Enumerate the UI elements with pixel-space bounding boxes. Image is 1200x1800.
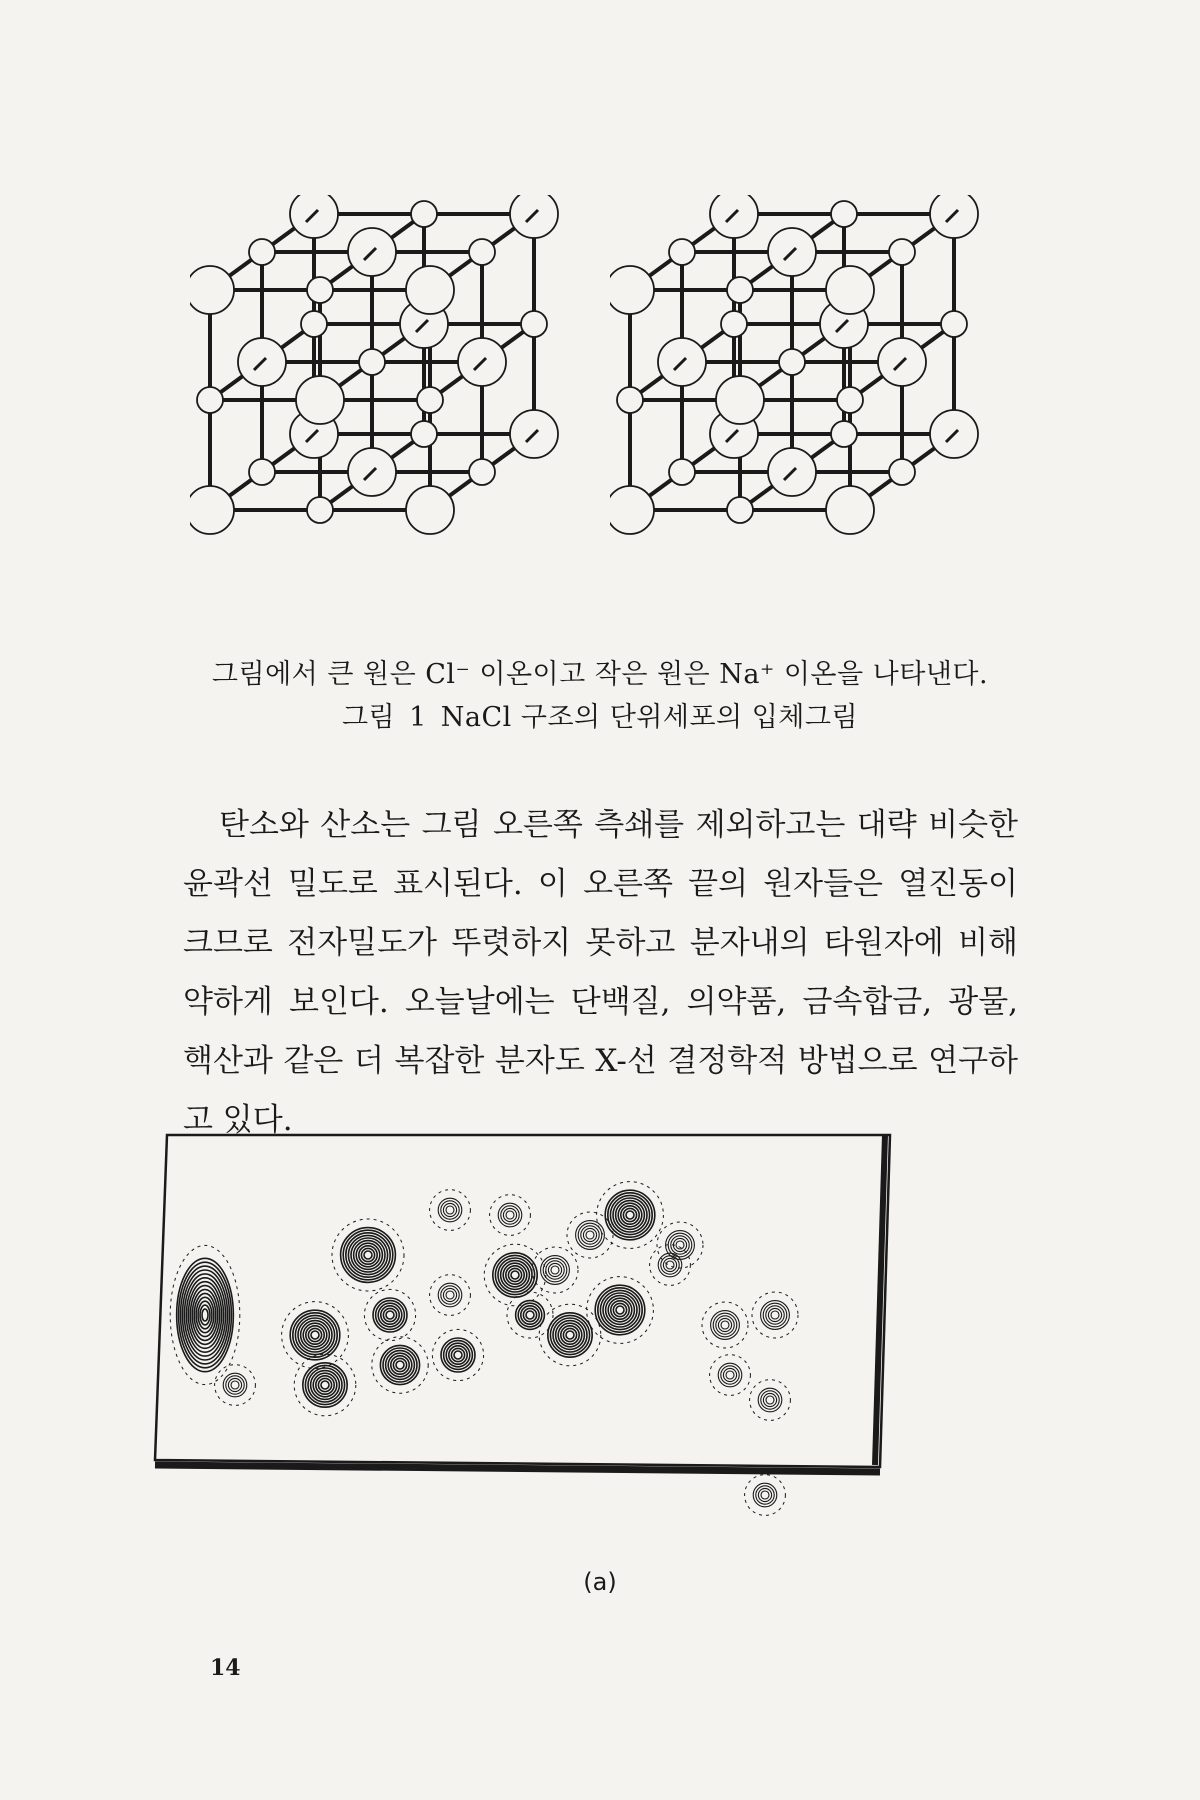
contour-ring (354, 1241, 383, 1270)
contour-ring (723, 1368, 736, 1381)
contour-ring (586, 1231, 594, 1239)
contour-ring (556, 1321, 585, 1350)
cl-ion-large-circle (190, 486, 234, 534)
na-ion-small-circle (417, 387, 443, 413)
contour-ring (443, 1203, 456, 1216)
contour-ring (311, 1371, 340, 1400)
cl-ion-large-circle (710, 195, 758, 238)
na-ion-small-circle (889, 239, 915, 265)
contour-ring (223, 1373, 247, 1397)
na-ion-small-circle (669, 239, 695, 265)
na-ion-small-circle (617, 387, 643, 413)
contour-ring (503, 1263, 527, 1287)
contour-ring (356, 1243, 380, 1267)
atom-contour (507, 1292, 553, 1338)
cl-ion-large-circle (826, 266, 874, 314)
contour-dashed (752, 1292, 798, 1338)
atom-contour (364, 1289, 415, 1340)
map-right-edge (875, 1135, 885, 1465)
atom-contour (532, 1247, 578, 1293)
na-ion-small-circle (727, 497, 753, 523)
atom-contour (430, 1190, 471, 1231)
contour-ring (718, 1318, 731, 1331)
contour-ring (346, 1233, 390, 1277)
na-ion-small-circle (197, 387, 223, 413)
atom-contour (215, 1365, 256, 1406)
na-ion-small-circle (889, 459, 915, 485)
contour-dashed (532, 1247, 578, 1293)
contour-ring (676, 1241, 684, 1249)
contour-ring (501, 1261, 530, 1290)
contour-dashed (215, 1365, 256, 1406)
na-ion-small-circle (779, 349, 805, 375)
atom-contour (657, 1222, 703, 1268)
atom-contour (372, 1337, 428, 1393)
contour-ring (438, 1198, 462, 1222)
contour-ring (598, 1288, 642, 1332)
contour-ring (388, 1353, 412, 1377)
contour-ring (313, 1373, 337, 1397)
atom-contour (430, 1275, 471, 1316)
cl-ion-large-circle (290, 195, 338, 238)
contour-ring (438, 1283, 462, 1307)
contour-dashed (710, 1355, 751, 1396)
contour-ring (551, 1266, 559, 1274)
contour-dashed (430, 1275, 471, 1316)
contour-ring (548, 1263, 561, 1276)
contour-ring (446, 1343, 470, 1367)
na-ion-small-circle (521, 311, 547, 337)
contour-ring (606, 1296, 635, 1325)
contour-dashed (364, 1289, 415, 1340)
atom-contour (752, 1292, 798, 1338)
contour-ring (616, 1201, 645, 1230)
figure-caption (0, 695, 1200, 734)
contour-ring (666, 1231, 695, 1260)
atom-contour (170, 1245, 240, 1384)
contour-ring (506, 1211, 514, 1219)
contour-ring (454, 1351, 462, 1359)
contour-ring (493, 1253, 537, 1297)
na-ion-small-circle (249, 239, 275, 265)
contour-ring (718, 1363, 742, 1387)
contour-ring (303, 1363, 347, 1407)
atom-contour (484, 1244, 546, 1306)
contour-ring (446, 1206, 454, 1214)
cl-ion-large-circle (610, 486, 654, 534)
cl-ion-large-circle (296, 376, 344, 424)
contour-ring (311, 1331, 319, 1339)
cl-ion-large-circle (826, 486, 874, 534)
na-ion-small-circle (411, 201, 437, 227)
body-paragraph: 탄소와 산소는 그림 오른쪽 측쇄를 제외하고는 대략 비슷한 윤곽선 밀도로 표시된다. 이 오른쪽 끝의 원자들은 열진동이 크므로 전자밀도가 뚜렷하지 못하고 분자내의 타원자에 비해 약하게 보인다. 오늘날에는 단백질, 의약품, 금속합금, 광물, 핵산과 같은 더 복잡한 분자도 X-선 결정학적 방법으로 연구하고 있다. (183, 807, 1018, 1138)
contour-dashed (430, 1190, 471, 1231)
contour-ring (658, 1253, 682, 1277)
page-number: 14 (210, 1655, 241, 1681)
contour-dashed (587, 1277, 654, 1344)
contour-ring (583, 1228, 596, 1241)
contour-ring (364, 1251, 372, 1259)
na-ion-small-circle (831, 201, 857, 227)
na-ion-small-circle (307, 497, 333, 523)
contour-dashed (745, 1475, 786, 1516)
na-ion-small-circle (721, 311, 747, 337)
contour-ring (608, 1298, 632, 1322)
contour-ring (768, 1308, 781, 1321)
contour-ring (188, 1282, 221, 1349)
contour-ring (726, 1371, 734, 1379)
contour-ring (376, 1301, 405, 1330)
atom-contour (702, 1302, 748, 1348)
contour-dashed (507, 1292, 553, 1338)
figure-label: (a) (583, 1568, 617, 1596)
cl-ion-large-circle (610, 266, 654, 314)
atom-contour (750, 1380, 791, 1421)
contour-ring (498, 1203, 522, 1227)
contour-ring (396, 1361, 404, 1369)
cl-ion-large-circle (406, 266, 454, 314)
contour-dashed (597, 1182, 664, 1249)
contour-ring (202, 1309, 208, 1321)
contour-ring (511, 1271, 519, 1279)
electron-density-map (150, 1115, 1030, 1545)
contour-ring (548, 1313, 592, 1357)
cl-ion-large-circle (190, 266, 234, 314)
contour-ring (526, 1311, 534, 1319)
contour-ring (378, 1303, 402, 1327)
contour-ring (713, 1313, 737, 1337)
contour-ring (711, 1311, 740, 1340)
atom-contour (332, 1219, 404, 1291)
atom-contour (490, 1195, 531, 1236)
figure-caption-number: 1 (409, 702, 427, 733)
contour-ring (303, 1323, 327, 1347)
contour-ring (503, 1208, 516, 1221)
contour-dashed (657, 1222, 703, 1268)
na-ion-small-circle (831, 421, 857, 447)
contour-ring (293, 1313, 337, 1357)
na-ion-small-circle (249, 459, 275, 485)
contour-dashed (702, 1302, 748, 1348)
contour-dashed (432, 1329, 483, 1380)
nacl-unit-cell-figure (190, 195, 1050, 635)
contour-ring (753, 1483, 777, 1507)
figure-caption-label: 그림 (341, 702, 396, 733)
contour-ring (761, 1301, 790, 1330)
contour-ring (758, 1388, 782, 1412)
contour-ring (443, 1288, 456, 1301)
atom-contour (282, 1302, 349, 1369)
na-ion-small-circle (727, 277, 753, 303)
na-ion-small-circle (359, 349, 385, 375)
contour-ring (566, 1331, 574, 1339)
cl-ion-large-circle (716, 376, 764, 424)
na-ion-small-circle (469, 239, 495, 265)
na-ion-small-circle (307, 277, 333, 303)
contour-ring (666, 1261, 674, 1269)
contour-ring (516, 1301, 545, 1330)
contour-ring (543, 1258, 567, 1282)
contour-ring (301, 1321, 330, 1350)
cl-ion-large-circle (510, 195, 558, 238)
contour-ring (228, 1378, 241, 1391)
contour-ring (763, 1393, 776, 1406)
atom-contour (432, 1329, 483, 1380)
contour-ring (626, 1211, 634, 1219)
contour-ring (183, 1270, 228, 1360)
na-ion-small-circle (301, 311, 327, 337)
cl-ion-large-circle (930, 195, 978, 238)
contour-ring (446, 1291, 454, 1299)
contour-ring (618, 1203, 642, 1227)
contour-dashed (282, 1302, 349, 1369)
atom-contour (294, 1354, 356, 1416)
contour-dashed (750, 1380, 791, 1421)
body-text (183, 796, 1018, 1150)
electron-density-contour-plot (150, 1115, 1030, 1545)
na-ion-small-circle (669, 459, 695, 485)
figure-caption-text: NaCl 구조의 단위세포의 입체그림 (440, 702, 859, 733)
contour-ring (763, 1303, 787, 1327)
na-ion-small-circle (411, 421, 437, 447)
contour-ring (766, 1396, 774, 1404)
nacl-cube-left (190, 195, 610, 635)
na-ion-small-circle (941, 311, 967, 337)
atom-contour (539, 1304, 601, 1366)
contour-ring (541, 1256, 570, 1285)
contour-ring (771, 1311, 779, 1319)
contour-ring (758, 1488, 771, 1501)
contour-ring (558, 1323, 582, 1347)
atom-contour (710, 1355, 751, 1396)
contour-ring (321, 1381, 329, 1389)
na-ion-small-circle (469, 459, 495, 485)
nacl-cube-right (610, 195, 1030, 635)
contour-dashed (490, 1195, 531, 1236)
atom-contour (587, 1277, 654, 1344)
contour-ring (608, 1193, 652, 1237)
contour-ring (386, 1311, 394, 1319)
contour-ring (663, 1258, 676, 1271)
contour-ring (721, 1321, 729, 1329)
contour-ring (444, 1341, 473, 1370)
contour-ring (231, 1381, 239, 1389)
figure-note: 그림에서 큰 원은 Cl⁻ 이온이고 작은 원은 Na⁺ 이온을 나타낸다. (211, 659, 989, 690)
contour-ring (616, 1306, 624, 1314)
na-ion-small-circle (837, 387, 863, 413)
atom-contour (745, 1475, 786, 1516)
cl-ion-large-circle (406, 486, 454, 534)
atom-contour (597, 1182, 664, 1249)
contour-ring (576, 1221, 605, 1250)
contour-ring (761, 1491, 769, 1499)
contour-ring (386, 1351, 415, 1380)
contour-ring (518, 1303, 542, 1327)
